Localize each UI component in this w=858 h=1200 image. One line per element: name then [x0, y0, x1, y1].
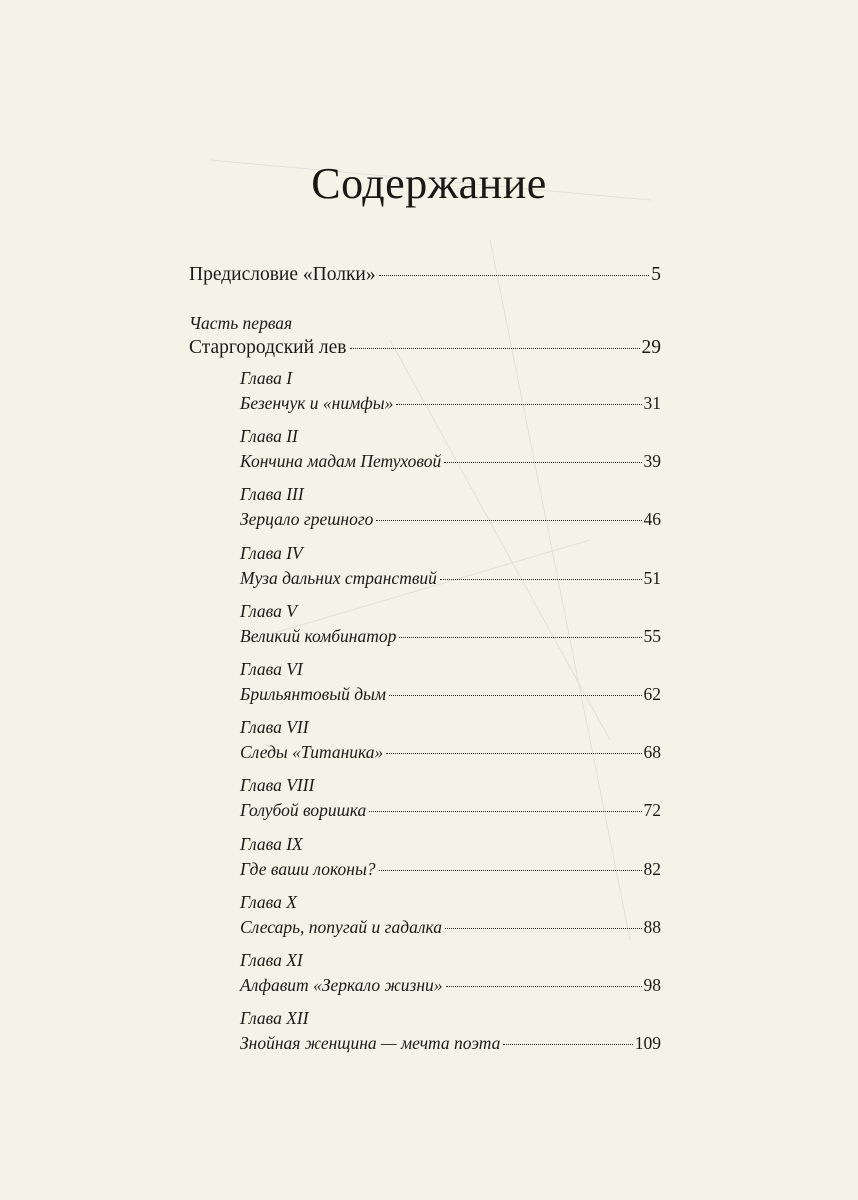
chapter-label: Глава XII	[240, 1008, 309, 1029]
toc-entry-chapter[interactable]	[240, 509, 661, 530]
dot-leader	[350, 348, 640, 349]
toc-entry-chapter[interactable]	[240, 451, 661, 472]
entry-title: Где ваши локоны?	[240, 858, 376, 879]
entry-title: Предисловие «Полки»	[189, 264, 376, 285]
chapter-label: Глава VI	[240, 659, 303, 679]
toc-entry-chapter[interactable]	[240, 1033, 661, 1054]
toc-entry-chapter[interactable]	[240, 742, 661, 763]
entry-title: Муза дальних странствий	[240, 567, 437, 588]
dot-leader	[444, 462, 641, 463]
dot-leader	[396, 404, 641, 405]
dot-leader	[379, 870, 642, 871]
page-title: Содержание	[311, 159, 547, 208]
toc-entry-chapter[interactable]	[240, 975, 661, 996]
chapter-label: Глава VIII	[240, 775, 315, 796]
entry-title: Великий комбинатор	[240, 625, 397, 646]
part-label: Часть первая	[189, 313, 293, 333]
entry-page: 51	[643, 567, 661, 588]
entry-page: 39	[643, 451, 661, 472]
chapter-label: Глава II	[240, 426, 298, 447]
entry-page: 98	[643, 975, 661, 995]
entry-title: Знойная женщина — мечта поэта	[240, 1033, 501, 1054]
entry-title: Слесарь, попугай и гадалка	[240, 916, 442, 937]
dot-leader	[379, 275, 650, 276]
entry-title: Брильянтовый дым	[240, 684, 387, 704]
toc-entry-chapter[interactable]	[240, 568, 661, 589]
entry-page: 68	[643, 742, 661, 763]
entry-title: Старгородский лев	[189, 337, 347, 358]
entry-title: Следы «Титаника»	[240, 742, 384, 763]
dot-leader	[446, 986, 642, 987]
entry-page: 82	[643, 858, 661, 879]
entry-page: 29	[641, 337, 661, 358]
entry-page: 62	[643, 684, 661, 704]
dot-leader	[386, 753, 641, 754]
dot-leader	[376, 520, 641, 521]
dot-leader	[503, 1044, 632, 1045]
dot-leader	[399, 637, 641, 638]
dot-leader	[369, 811, 641, 812]
chapter-label: Глава IX	[240, 833, 303, 854]
chapter-label: Глава X	[240, 891, 297, 912]
entry-page: 72	[643, 800, 661, 821]
chapter-label: Глава III	[240, 484, 304, 505]
toc-entry-chapter[interactable]	[240, 917, 661, 938]
entry-title: Кончина мадам Петуховой	[240, 451, 442, 472]
chapter-label: Глава XI	[240, 950, 303, 970]
toc-entry-preface[interactable]	[189, 264, 661, 286]
entry-page: 5	[651, 264, 661, 285]
entry-page: 55	[643, 625, 661, 646]
dot-leader	[389, 695, 641, 696]
entry-title: Безенчук и «нимфы»	[240, 393, 394, 413]
chapter-label: Глава VII	[240, 717, 309, 738]
entry-title: Зерцало грешного	[240, 509, 374, 530]
entry-title: Алфавит «Зеркало жизни»	[240, 975, 443, 995]
chapter-label: Глава IV	[240, 542, 303, 563]
toc-entry-chapter[interactable]	[240, 684, 661, 705]
toc-entry-chapter[interactable]	[240, 393, 661, 414]
entry-page: 31	[643, 393, 661, 413]
toc-entry-part[interactable]	[189, 337, 661, 359]
dot-leader	[440, 579, 642, 580]
toc-entry-chapter[interactable]	[240, 626, 661, 647]
entry-page: 109	[634, 1033, 661, 1054]
toc-entry-chapter[interactable]	[240, 800, 661, 821]
entry-title: Голубой воришка	[240, 800, 367, 821]
entry-page: 88	[643, 916, 661, 937]
chapter-label: Глава I	[240, 368, 293, 388]
chapter-label: Глава V	[240, 600, 297, 621]
dot-leader	[445, 928, 642, 929]
toc-entry-chapter[interactable]	[240, 859, 661, 880]
entry-page: 46	[643, 509, 661, 530]
